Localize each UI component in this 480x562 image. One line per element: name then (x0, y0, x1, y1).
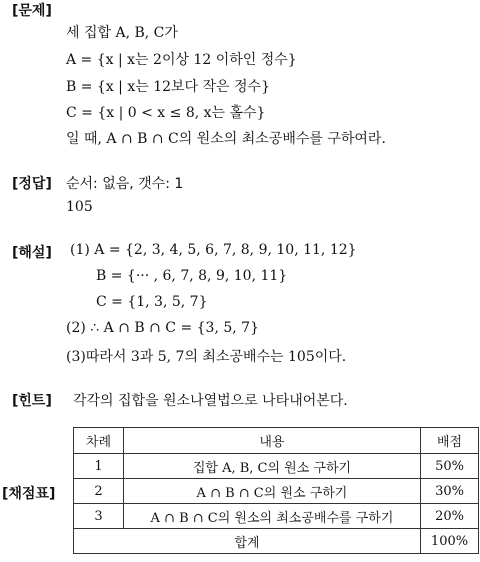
rubric-row-score: 30% (421, 479, 479, 504)
rubric-row-content: 집합 A, B, C의 원소 구하기 (123, 454, 420, 479)
rubric-header-content: 내용 (123, 428, 420, 454)
problem-line-2: A = {x | x는 2이상 12 이하인 정수} (66, 52, 297, 68)
rubric-row (74, 504, 479, 529)
rubric-table (73, 427, 479, 554)
rubric-total-label: 합계 (74, 529, 421, 554)
rubric-total-score: 100% (421, 529, 479, 554)
hint-label: [힌트] (12, 393, 52, 409)
problem-line-4: C = {x | 0 < x ≤ 8, x는 홀수} (66, 105, 266, 121)
rubric-row (74, 454, 479, 479)
rubric-row-content: A ∩ B ∩ C의 원소 구하기 (123, 479, 420, 504)
rubric-row-score: 50% (421, 454, 479, 479)
answer-label: [정답] (12, 176, 52, 192)
rubric-row-content: A ∩ B ∩ C의 원소의 최소공배수를 구하기 (123, 504, 420, 529)
answer-meta: 순서: 없음, 갯수: 1 (66, 176, 184, 192)
answer-value: 105 (66, 199, 93, 215)
solution-line-2: B = {··· , 6, 7, 8, 9, 10, 11} (96, 268, 288, 284)
solution-label: [해설] (12, 245, 52, 261)
rubric-row-no: 2 (74, 479, 124, 504)
problem-line-3: B = {x | x는 12보다 작은 정수} (66, 79, 270, 95)
rubric-total-row (74, 529, 479, 554)
rubric-label: [채점표] (2, 486, 56, 502)
rubric-header-row (74, 428, 479, 454)
rubric-header-no: 차례 (74, 428, 124, 454)
rubric-header-score: 배점 (421, 428, 479, 454)
rubric-row-score: 20% (421, 504, 479, 529)
solution-line-1: (1) A = {2, 3, 4, 5, 6, 7, 8, 9, 10, 11, 12} (70, 242, 357, 258)
rubric-row-no: 1 (74, 454, 124, 479)
problem-line-5: 일 때, A ∩ B ∩ C의 원소의 최소공배수를 구하여라. (66, 131, 386, 147)
problem-line-1: 세 집합 A, B, C가 (66, 25, 178, 41)
problem-label: [문제] (12, 3, 52, 19)
solution-line-5: (3)따라서 3과 5, 7의 최소공배수는 105이다. (66, 349, 347, 365)
rubric-row-no: 3 (74, 504, 124, 529)
solution-line-4: (2) ∴ A ∩ B ∩ C = {3, 5, 7} (66, 320, 259, 336)
solution-line-3: C = {1, 3, 5, 7} (96, 294, 208, 310)
hint-text: 각각의 집합을 원소나열법으로 나타내어본다. (73, 393, 348, 409)
rubric-row (74, 479, 479, 504)
